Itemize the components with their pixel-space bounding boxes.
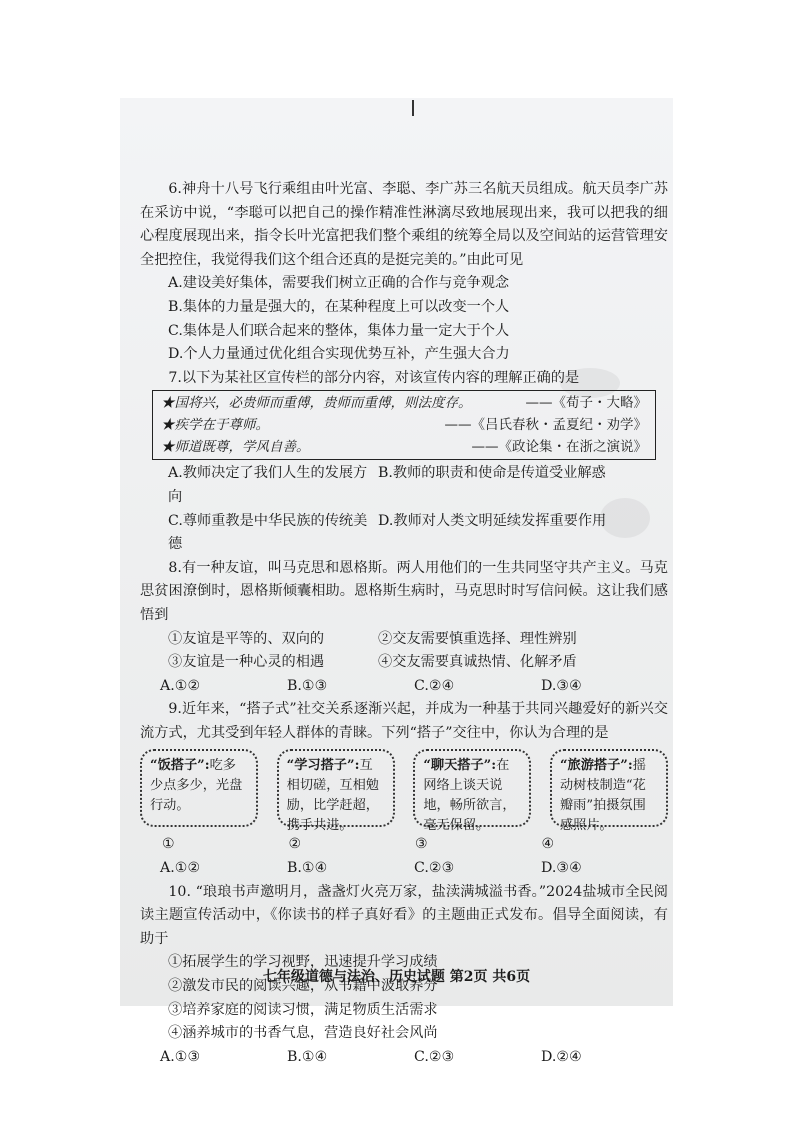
q9-card-title: “聊天搭子”: [423, 758, 497, 774]
q8-stem: 8.有一种友谊，叫马克思和恩格斯。两人用他们的一生共同坚守共产主义。马克思贫困潦倒时，恩格斯倾囊相助。恩格斯生病时，马克思时时写信问候。这让我们感悟到 [140, 559, 668, 623]
q9-card-number: ④ [541, 836, 555, 853]
q10-statement-1: ①拓展学生的学习视野，迅速提升学习成绩 [168, 954, 438, 971]
q7-quote-text: ★师道既尊，学风自善。 [161, 439, 310, 456]
q7-quote-source: ——《荀子・大略》 [525, 395, 647, 412]
q8-statements-row-2 [140, 651, 668, 675]
q9-option-c: C.②③ [414, 860, 455, 877]
q9-option-a: A.①② [160, 860, 201, 877]
q9-card-body: 在网络上谈天说地，畅所欲言，毫无保留。 [423, 758, 516, 834]
q7-option-a: A.教师决定了我们人生的发展方向 [168, 465, 368, 505]
q7-quote-row [161, 436, 647, 458]
q10-statement-3: ③培养家庭的阅读习惯，满足物质生活需求 [168, 1001, 438, 1018]
q9-card-numbers [140, 833, 668, 857]
q9-card-title: “饭搭子”: [150, 758, 210, 774]
q7-quote-box [152, 390, 656, 460]
q8-option-d: D.③④ [541, 677, 582, 694]
q10-statement-4: ④涵养城市的书香气息，营造良好社会风尚 [168, 1025, 438, 1042]
q10-option-d: D.②④ [541, 1048, 582, 1065]
q7-option-c: C.尊师重教是中华民族的传统美德 [168, 512, 368, 553]
q9-option-d: D.③④ [541, 860, 582, 877]
q9-option-b: B.①④ [287, 860, 328, 877]
q7-option-b: B.教师的职责和使命是传道受业解惑 [378, 465, 606, 482]
q9-options [140, 857, 668, 881]
q6-option-a: A.建设美好集体，需要我们树立正确的合作与竞争观念 [168, 275, 510, 292]
q7-options-row-2 [140, 510, 668, 557]
q7-option-d: D.教师对人类文明延续发挥重要作用 [378, 512, 607, 529]
q6-option-b: B.集体的力量是强大的，在某种程度上可以改变一个人 [168, 298, 510, 315]
q8-statement-3: ③友谊是一种心灵的相遇 [168, 654, 325, 671]
q6-option-c: C.集体是人们联合起来的整体，集体力量一定大于个人 [168, 322, 510, 339]
q8-options [140, 675, 668, 699]
q7-quote-source: ——《吕氏春秋・孟夏纪・劝学》 [444, 417, 647, 434]
q7-quote-source: ——《政论集・在浙之演说》 [471, 439, 647, 456]
q10-statement-2: ②激发市民的阅读兴趣，从书籍中汲取养分 [168, 978, 438, 995]
q8-option-b: B.①③ [287, 677, 328, 694]
q7-quote-row [161, 392, 647, 414]
q9-cards [140, 749, 668, 834]
q9-card-4 [550, 749, 668, 834]
q10-option-b: B.①④ [287, 1048, 328, 1065]
q8-statement-2: ②交友需要慎重选择、理性辨别 [378, 630, 577, 647]
q9-card-title: “旅游搭子”: [559, 758, 633, 774]
bleed-through-text [260, 146, 680, 163]
q9-card-title: “学习搭子”: [286, 758, 360, 774]
q9-card-number: ① [162, 836, 175, 853]
q10-options [140, 1046, 668, 1070]
question-content [140, 178, 668, 1069]
q9-card-body: 互相切磋，互相勉励，比学赶超，携手共进。 [286, 758, 379, 834]
q10-option-a: A.①③ [160, 1048, 201, 1065]
q8-option-a: A.①② [160, 677, 201, 694]
exam-page-photo [120, 98, 673, 1065]
q8-statement-1: ①友谊是平等的、双向的 [168, 630, 325, 647]
q7-quote-text: ★疾学在于尊师。 [161, 417, 269, 434]
q9-card-body: 吃多少点多少，光盘行动。 [150, 758, 243, 814]
q6-option-d: D.个人力量通过优化组合实现优势互补，产生强大合力 [168, 346, 510, 363]
q9-card-number: ③ [415, 836, 428, 853]
q10-stem: 10. “琅琅书声邀明月，盏盏灯火亮万家，盐渎满城溢书香。”2024盐城市全民阅读主题宣传活动中，《你读书的样子真好看》的主题曲正式发布。倡导全面阅读，有助于 [140, 883, 668, 947]
q9-card-1 [140, 749, 258, 827]
q7-quote-text: ★国将兴，必贵师而重傅，贵师而重傅，则法度存。 [161, 395, 472, 412]
q9-card-number: ② [288, 836, 302, 853]
page-edge-mark [412, 100, 414, 116]
q9-card-body: 摇动树枝制造“花瓣雨”拍摄氛围感照片。 [559, 758, 646, 834]
q9-card-3 [413, 749, 531, 834]
q8-option-c: C.②④ [414, 677, 455, 694]
page-footer: 七年级道德与法治、历史试题 第2页 共6页 [262, 969, 531, 985]
q8-statement-4: ④交友需要真诚热情、化解矛盾 [378, 654, 577, 671]
q10-option-c: C.②③ [414, 1048, 455, 1065]
q6-stem: 6.神舟十八号飞行乘组由叶光富、李聪、李广苏三名航天员组成。航天员李广苏在采访中说，“李聪可以把自己的操作精准性淋漓尽致地展现出来，我可以把我的细心程度展现出来，指令长叶光富把我们整个乘组的统筹全局以及空间站的运营管理安全把控住，我觉得我们这个组合还真的是挺完美的。”由此可见 [140, 181, 668, 268]
q9-stem: 9.近年来，“搭子式”社交关系逐渐兴起，并成为一种基于共同兴趣爱好的新兴交流方式，尤其受到年轻人群体的青睐。下列“搭子”交往中，你认为合理的是 [140, 701, 668, 741]
q7-options-row-1 [140, 462, 668, 509]
q7-quote-row [161, 414, 647, 436]
q9-card-2 [277, 749, 395, 834]
q8-statements-row-1 [140, 628, 668, 652]
q7-stem: 7.以下为某社区宣传栏的部分内容，对该宣传内容的理解正确的是 [168, 369, 580, 386]
